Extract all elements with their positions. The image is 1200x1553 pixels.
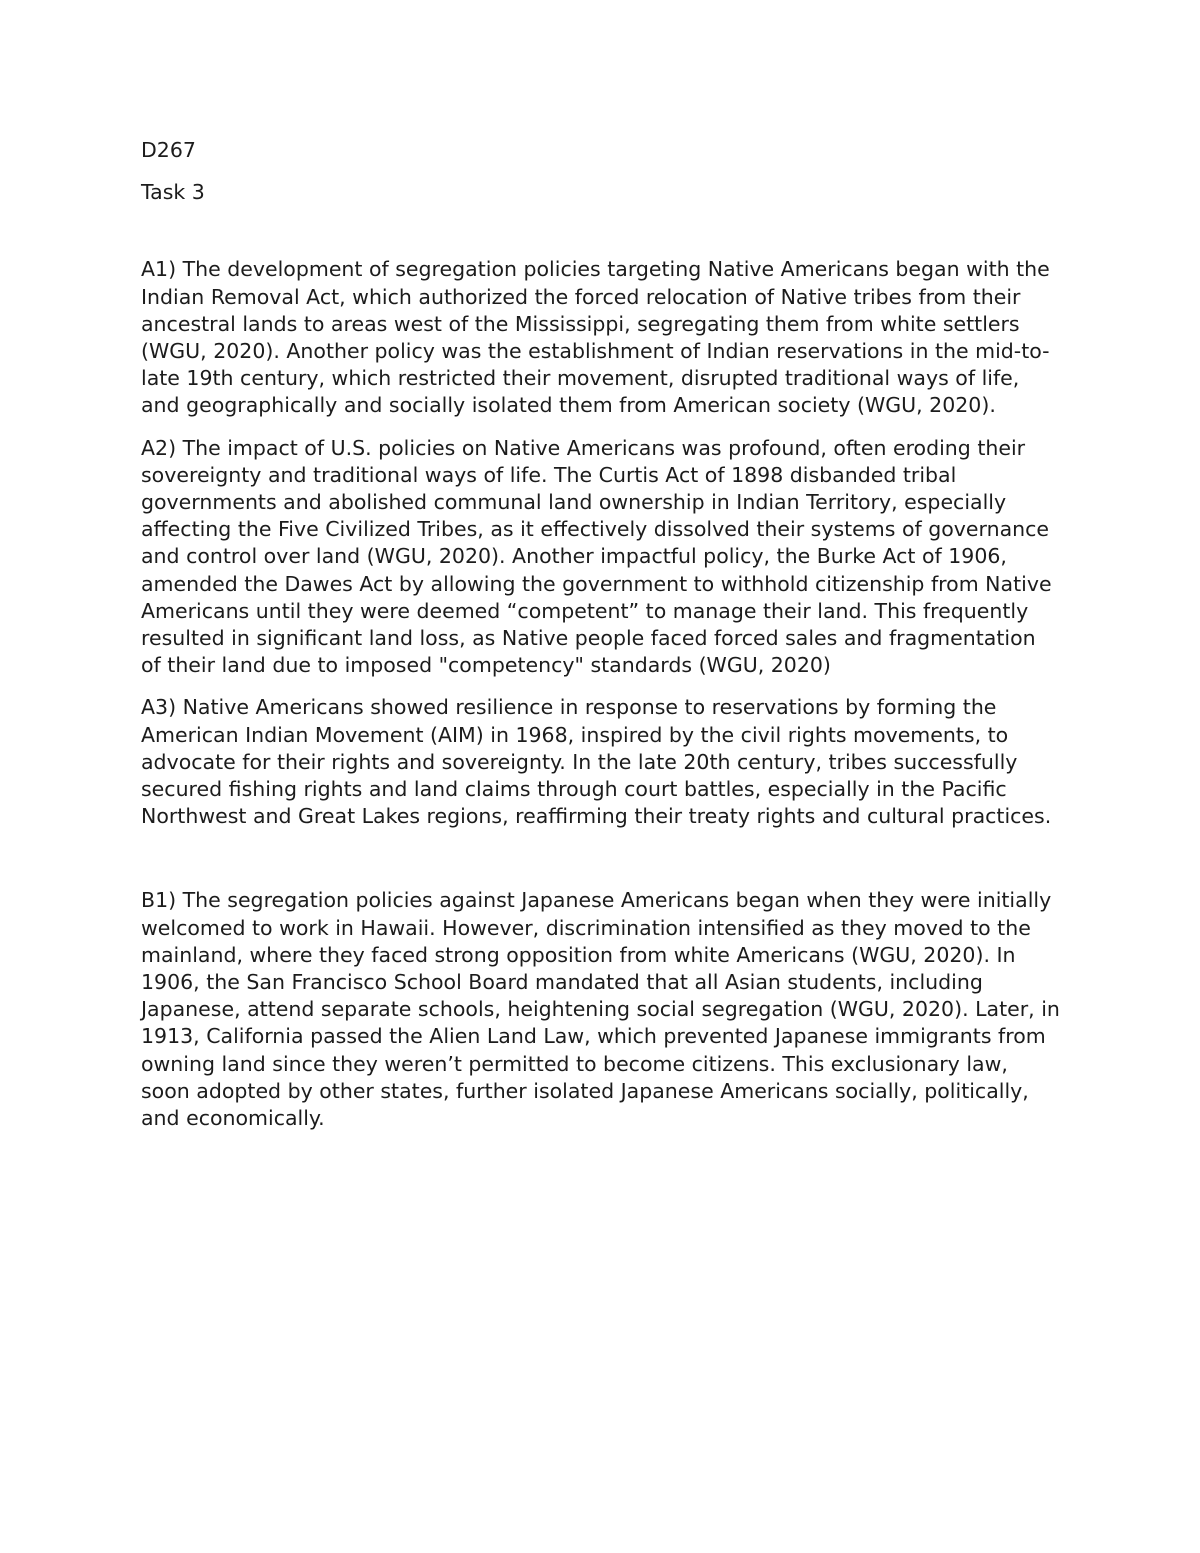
paragraph-b1: B1) The segregation policies against Japanese Americans began when they were initially welcomed to work in Hawaii. However, discrimination intensified as they moved to the mainland, where they faced strong opposition from white Americans (WGU, 2020). In 1906, the San Francisco School Board mandated that all Asian students, including Japanese, attend separate schools, heightening social segregation (WGU, 2020). Later, in 1913, California passed the Alien Land Law, which prevented Japanese immigrants from owning land since they weren’t permitted to become citizens. This exclusionary law, soon adopted by other states, further isolated Japanese Americans socially, politically, and economically.: [141, 888, 1060, 1131]
course-code: D267: [141, 138, 196, 162]
document-body: [141, 137, 1061, 1147]
paragraph-a1: A1) The development of segregation policies targeting Native Americans began with the Indian Removal Act, which authorized the forced relocation of Native tribes from their ancestral lands to areas west of the Mississippi, segregating them from white settlers (WGU, 2020). Another policy was the establishment of Indian reservations in the mid-to-late 19th century, which restricted their movement, disrupted traditional ways of life, and geographically and socially isolated them from American society (WGU, 2020).: [141, 257, 1050, 418]
paragraph-a3: A3) Native Americans showed resilience in response to reservations by forming the American Indian Movement (AIM) in 1968, inspired by the civil rights movements, to advocate for their rights and sovereignty. In the late 20th century, tribes successfully secured fishing rights and land claims through court battles, especially in the Pacific Northwest and Great Lakes regions, reaffirming their treaty rights and cultural practices.: [141, 695, 1052, 829]
paragraph-a2: A2) The impact of U.S. policies on Native Americans was profound, often eroding their sovereignty and traditional ways of life. The Curtis Act of 1898 disbanded tribal governments and abolished communal land ownership in Indian Territory, especially affecting the Five Civilized Tribes, as it effectively dissolved their systems of governance and control over land (WGU, 2020). Another impactful policy, the Burke Act of 1906, amended the Dawes Act by allowing the government to withhold citizenship from Native Americans until they were deemed “competent” to manage their land. This frequently resulted in significant land loss, as Native people faced forced sales and fragmentation of their land due to imposed "competency" standards (WGU, 2020): [141, 435, 1052, 678]
task-label: Task 3: [141, 180, 205, 205]
